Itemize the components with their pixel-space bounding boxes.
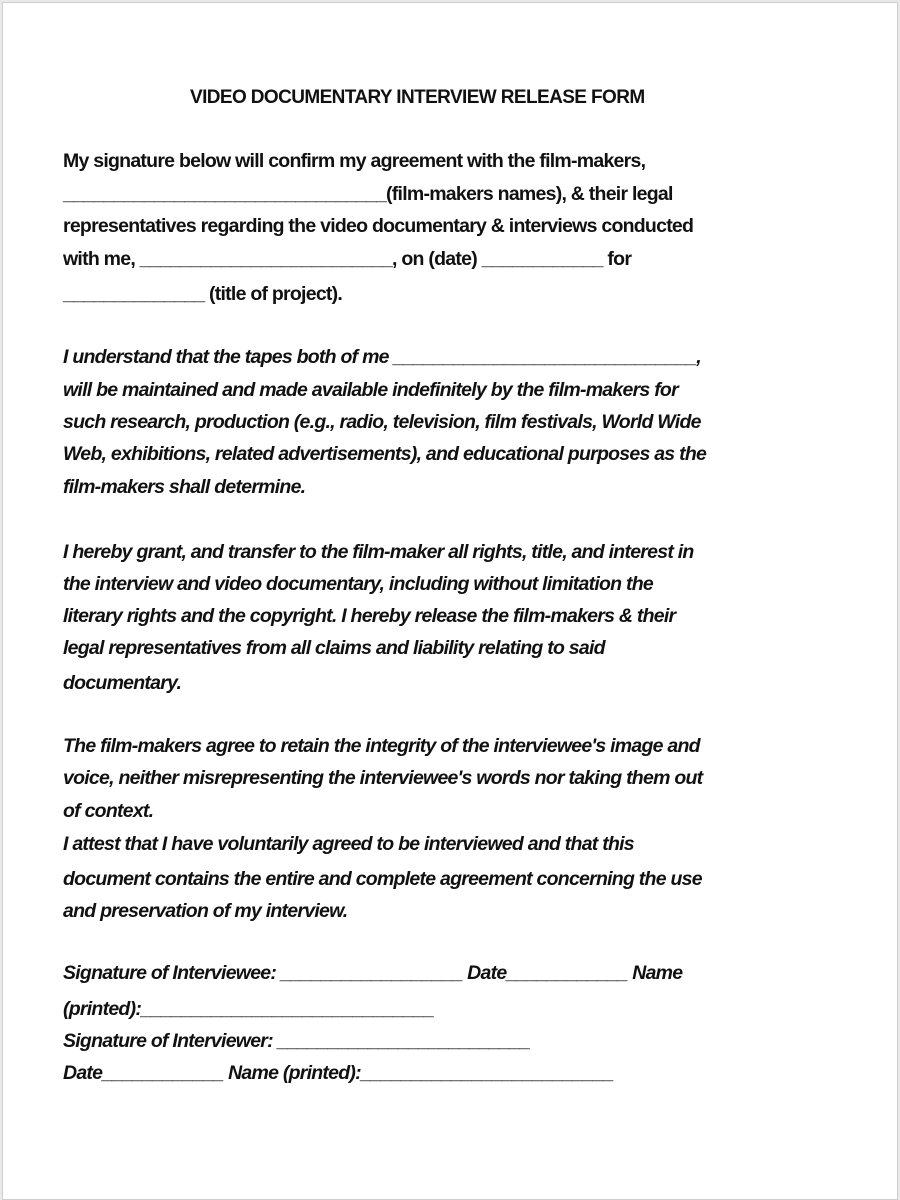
text-line: and preservation of my interview. — [63, 900, 348, 922]
form-title: VIDEO DOCUMENTARY INTERVIEW RELEASE FORM — [190, 87, 645, 108]
interviewer-signature-line[interactable]: Signature of Interviewer: _________________________ — [63, 1030, 530, 1052]
text-line: will be maintained and made available indefinitely by the film-makers for — [63, 379, 678, 401]
interviewee-signature-line[interactable]: Signature of Interviewee: __________________ Date____________ Name — [63, 962, 683, 984]
text-line: literary rights and the copyright. I hereby release the film-makers & their — [63, 605, 676, 627]
text-line: such research, production (e.g., radio, television, film festivals, World Wide — [63, 411, 701, 433]
text-line: I understand that the tapes both of me ______________________________, — [63, 346, 701, 368]
text-line: I hereby grant, and transfer to the film-maker all rights, title, and interest in — [63, 541, 694, 563]
interviewee-name-line[interactable]: (printed):_____________________________ — [63, 998, 434, 1020]
text-line: My signature below will confirm my agreement with the film-makers, — [63, 150, 646, 172]
text-line: ______________ (title of project). — [63, 283, 343, 305]
text-line: ________________________________(film-makers names), & their legal — [63, 183, 673, 205]
text-line: I attest that I have voluntarily agreed to be interviewed and that this — [63, 833, 634, 855]
text-line: legal representatives from all claims and liability relating to said — [63, 637, 605, 659]
text-line: of context. — [63, 800, 154, 822]
text-line: with me, _________________________, on (date) ____________ for — [63, 248, 632, 270]
document-page — [2, 2, 898, 1200]
text-line: the interview and video documentary, including without limitation the — [63, 573, 653, 595]
text-line: The film-makers agree to retain the integrity of the interviewee's image and — [63, 735, 700, 757]
text-line: representatives regarding the video documentary & interviews conducted — [63, 215, 694, 237]
text-line: documentary. — [63, 672, 182, 694]
text-line: voice, neither misrepresenting the interviewee's words nor taking them out — [63, 767, 703, 789]
text-line: film-makers shall determine. — [63, 476, 306, 498]
text-line: Web, exhibitions, related advertisements), and educational purposes as the — [63, 443, 707, 465]
text-line: document contains the entire and complete agreement concerning the use — [63, 868, 702, 890]
interviewer-date-name-line[interactable]: Date____________ Name (printed):_________________________ — [63, 1062, 614, 1084]
